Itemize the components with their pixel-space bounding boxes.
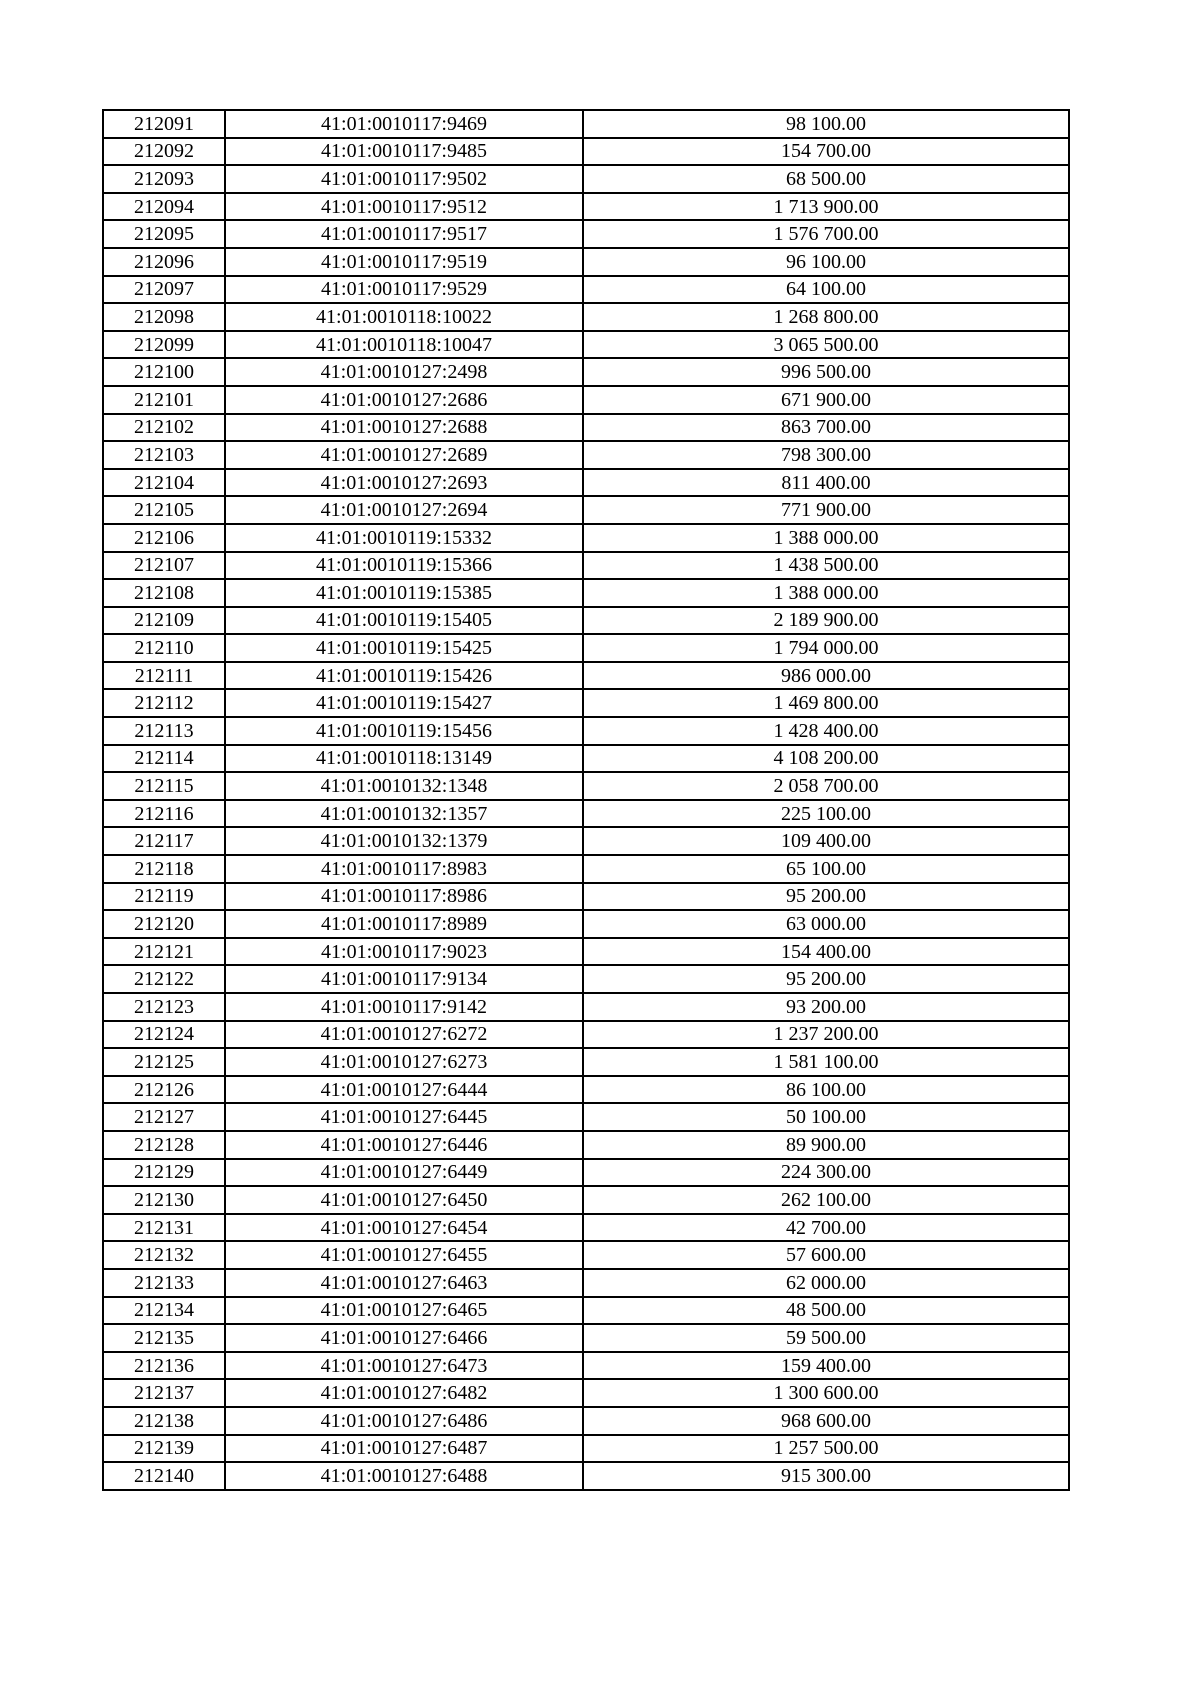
cadastral-value-cell: 154 400.00	[583, 938, 1069, 966]
row-number-cell: 212127	[103, 1103, 225, 1131]
row-number-cell: 212113	[103, 717, 225, 745]
table-row	[103, 1186, 1069, 1214]
cadastral-number-cell: 41:01:0010127:6272	[225, 1021, 583, 1049]
row-number-cell: 212130	[103, 1186, 225, 1214]
cadastral-number-cell: 41:01:0010127:2498	[225, 358, 583, 386]
table-row	[103, 689, 1069, 717]
cadastral-number-cell: 41:01:0010127:2686	[225, 386, 583, 414]
row-number-cell: 212108	[103, 579, 225, 607]
cadastral-number-cell: 41:01:0010127:2694	[225, 496, 583, 524]
cadastral-number-cell: 41:01:0010127:2688	[225, 414, 583, 442]
row-number-cell: 212139	[103, 1435, 225, 1463]
row-number-cell: 212129	[103, 1159, 225, 1187]
table-row	[103, 441, 1069, 469]
row-number-cell: 212135	[103, 1324, 225, 1352]
row-number-cell: 212109	[103, 607, 225, 635]
cadastral-value-cell: 968 600.00	[583, 1407, 1069, 1435]
row-number-cell: 212094	[103, 193, 225, 221]
cadastral-value-cell: 95 200.00	[583, 883, 1069, 911]
cadastral-number-cell: 41:01:0010119:15456	[225, 717, 583, 745]
cadastral-value-cell: 986 000.00	[583, 662, 1069, 690]
table-row	[103, 552, 1069, 580]
row-number-cell: 212126	[103, 1076, 225, 1104]
cadastral-value-cell: 1 428 400.00	[583, 717, 1069, 745]
cadastral-number-cell: 41:01:0010117:9512	[225, 193, 583, 221]
cadastral-number-cell: 41:01:0010117:9485	[225, 138, 583, 166]
table-row	[103, 138, 1069, 166]
table-row	[103, 331, 1069, 359]
table-row	[103, 965, 1069, 993]
row-number-cell: 212125	[103, 1048, 225, 1076]
table-row	[103, 883, 1069, 911]
table-row	[103, 1214, 1069, 1242]
cadastral-value-cell: 1 576 700.00	[583, 220, 1069, 248]
cadastral-value-cell: 50 100.00	[583, 1103, 1069, 1131]
table-row	[103, 607, 1069, 635]
table-row	[103, 910, 1069, 938]
table-row	[103, 772, 1069, 800]
cadastral-value-cell: 1 268 800.00	[583, 303, 1069, 331]
table-row	[103, 1297, 1069, 1325]
row-number-cell: 212102	[103, 414, 225, 442]
cadastral-number-cell: 41:01:0010127:6473	[225, 1352, 583, 1380]
table-row	[103, 579, 1069, 607]
cadastral-value-cell: 671 900.00	[583, 386, 1069, 414]
row-number-cell: 212093	[103, 165, 225, 193]
table-row	[103, 1407, 1069, 1435]
table-row	[103, 110, 1069, 138]
row-number-cell: 212101	[103, 386, 225, 414]
table-row	[103, 634, 1069, 662]
table-row	[103, 524, 1069, 552]
cadastral-number-cell: 41:01:0010119:15425	[225, 634, 583, 662]
cadastral-number-cell: 41:01:0010127:2689	[225, 441, 583, 469]
cadastral-value-cell: 1 581 100.00	[583, 1048, 1069, 1076]
cadastral-value-cell: 1 438 500.00	[583, 552, 1069, 580]
cadastral-number-cell: 41:01:0010127:6463	[225, 1269, 583, 1297]
cadastral-value-cell: 2 189 900.00	[583, 607, 1069, 635]
table-row	[103, 248, 1069, 276]
cadastral-number-cell: 41:01:0010117:9142	[225, 993, 583, 1021]
cadastral-value-cell: 57 600.00	[583, 1241, 1069, 1269]
cadastral-number-cell: 41:01:0010117:9519	[225, 248, 583, 276]
cadastral-value-cell: 96 100.00	[583, 248, 1069, 276]
cadastral-number-cell: 41:01:0010132:1379	[225, 827, 583, 855]
cadastral-value-cell: 59 500.00	[583, 1324, 1069, 1352]
table-row	[103, 827, 1069, 855]
cadastral-number-cell: 41:01:0010127:6445	[225, 1103, 583, 1131]
row-number-cell: 212131	[103, 1214, 225, 1242]
cadastral-value-cell: 63 000.00	[583, 910, 1069, 938]
table-body	[103, 110, 1069, 1490]
cadastral-value-cell: 863 700.00	[583, 414, 1069, 442]
cadastral-number-cell: 41:01:0010119:15426	[225, 662, 583, 690]
cadastral-value-cell: 64 100.00	[583, 276, 1069, 304]
row-number-cell: 212104	[103, 469, 225, 497]
row-number-cell: 212124	[103, 1021, 225, 1049]
cadastral-number-cell: 41:01:0010117:8986	[225, 883, 583, 911]
cadastral-value-cell: 89 900.00	[583, 1131, 1069, 1159]
cadastral-number-cell: 41:01:0010117:9023	[225, 938, 583, 966]
row-number-cell: 212117	[103, 827, 225, 855]
table-row	[103, 662, 1069, 690]
table-row	[103, 1076, 1069, 1104]
cadastral-value-cell: 1 388 000.00	[583, 524, 1069, 552]
cadastral-value-cell: 1 388 000.00	[583, 579, 1069, 607]
table-row	[103, 1435, 1069, 1463]
cadastral-number-cell: 41:01:0010117:8983	[225, 855, 583, 883]
cadastral-value-cell: 224 300.00	[583, 1159, 1069, 1187]
cadastral-value-cell: 159 400.00	[583, 1352, 1069, 1380]
table-row	[103, 1324, 1069, 1352]
table-row	[103, 938, 1069, 966]
cadastral-number-cell: 41:01:0010117:9134	[225, 965, 583, 993]
table-row	[103, 220, 1069, 248]
table-row	[103, 1021, 1069, 1049]
row-number-cell: 212120	[103, 910, 225, 938]
cadastral-number-cell: 41:01:0010118:10047	[225, 331, 583, 359]
table-row	[103, 193, 1069, 221]
cadastral-value-cell: 95 200.00	[583, 965, 1069, 993]
cadastral-number-cell: 41:01:0010127:6454	[225, 1214, 583, 1242]
cadastral-value-cell: 798 300.00	[583, 441, 1069, 469]
row-number-cell: 212115	[103, 772, 225, 800]
row-number-cell: 212136	[103, 1352, 225, 1380]
row-number-cell: 212103	[103, 441, 225, 469]
cadastral-value-cell: 915 300.00	[583, 1462, 1069, 1490]
row-number-cell: 212112	[103, 689, 225, 717]
cadastral-number-cell: 41:01:0010119:15427	[225, 689, 583, 717]
cadastral-value-cell: 42 700.00	[583, 1214, 1069, 1242]
cadastral-number-cell: 41:01:0010127:6486	[225, 1407, 583, 1435]
cadastral-number-cell: 41:01:0010119:15366	[225, 552, 583, 580]
table-row	[103, 303, 1069, 331]
table-row	[103, 1269, 1069, 1297]
cadastral-value-cell: 4 108 200.00	[583, 745, 1069, 773]
cadastral-value-cell: 86 100.00	[583, 1076, 1069, 1104]
cadastral-value-cell: 262 100.00	[583, 1186, 1069, 1214]
table-row	[103, 1103, 1069, 1131]
row-number-cell: 212123	[103, 993, 225, 1021]
cadastral-value-table	[102, 109, 1070, 1491]
cadastral-value-cell: 1 794 000.00	[583, 634, 1069, 662]
row-number-cell: 212119	[103, 883, 225, 911]
cadastral-number-cell: 41:01:0010127:6465	[225, 1297, 583, 1325]
table-row	[103, 1352, 1069, 1380]
cadastral-number-cell: 41:01:0010117:9502	[225, 165, 583, 193]
row-number-cell: 212133	[103, 1269, 225, 1297]
cadastral-number-cell: 41:01:0010127:6446	[225, 1131, 583, 1159]
table-row	[103, 1131, 1069, 1159]
table-row	[103, 1241, 1069, 1269]
table-row	[103, 496, 1069, 524]
cadastral-number-cell: 41:01:0010127:6488	[225, 1462, 583, 1490]
cadastral-number-cell: 41:01:0010117:9529	[225, 276, 583, 304]
row-number-cell: 212097	[103, 276, 225, 304]
table-row	[103, 358, 1069, 386]
cadastral-value-cell: 996 500.00	[583, 358, 1069, 386]
cadastral-number-cell: 41:01:0010127:6449	[225, 1159, 583, 1187]
table-row	[103, 165, 1069, 193]
cadastral-number-cell: 41:01:0010118:13149	[225, 745, 583, 773]
table-row	[103, 414, 1069, 442]
cadastral-number-cell: 41:01:0010132:1357	[225, 800, 583, 828]
row-number-cell: 212095	[103, 220, 225, 248]
cadastral-value-cell: 48 500.00	[583, 1297, 1069, 1325]
row-number-cell: 212110	[103, 634, 225, 662]
row-number-cell: 212098	[103, 303, 225, 331]
cadastral-value-cell: 65 100.00	[583, 855, 1069, 883]
cadastral-number-cell: 41:01:0010117:8989	[225, 910, 583, 938]
row-number-cell: 212137	[103, 1379, 225, 1407]
row-number-cell: 212122	[103, 965, 225, 993]
table-row	[103, 469, 1069, 497]
row-number-cell: 212099	[103, 331, 225, 359]
cadastral-value-cell: 62 000.00	[583, 1269, 1069, 1297]
cadastral-number-cell: 41:01:0010127:2693	[225, 469, 583, 497]
row-number-cell: 212128	[103, 1131, 225, 1159]
row-number-cell: 212138	[103, 1407, 225, 1435]
cadastral-value-cell: 771 900.00	[583, 496, 1069, 524]
cadastral-value-cell: 98 100.00	[583, 110, 1069, 138]
cadastral-value-cell: 1 713 900.00	[583, 193, 1069, 221]
table-row	[103, 855, 1069, 883]
cadastral-number-cell: 41:01:0010127:6444	[225, 1076, 583, 1104]
cadastral-number-cell: 41:01:0010119:15332	[225, 524, 583, 552]
row-number-cell: 212105	[103, 496, 225, 524]
table-row	[103, 1048, 1069, 1076]
cadastral-value-cell: 154 700.00	[583, 138, 1069, 166]
cadastral-value-cell: 811 400.00	[583, 469, 1069, 497]
cadastral-number-cell: 41:01:0010127:6466	[225, 1324, 583, 1352]
row-number-cell: 212121	[103, 938, 225, 966]
table-row	[103, 1379, 1069, 1407]
cadastral-value-cell: 1 257 500.00	[583, 1435, 1069, 1463]
row-number-cell: 212140	[103, 1462, 225, 1490]
cadastral-number-cell: 41:01:0010119:15405	[225, 607, 583, 635]
cadastral-value-cell: 93 200.00	[583, 993, 1069, 1021]
cadastral-number-cell: 41:01:0010117:9469	[225, 110, 583, 138]
row-number-cell: 212106	[103, 524, 225, 552]
cadastral-value-cell: 3 065 500.00	[583, 331, 1069, 359]
cadastral-value-cell: 68 500.00	[583, 165, 1069, 193]
cadastral-number-cell: 41:01:0010127:6487	[225, 1435, 583, 1463]
cadastral-number-cell: 41:01:0010118:10022	[225, 303, 583, 331]
row-number-cell: 212091	[103, 110, 225, 138]
row-number-cell: 212100	[103, 358, 225, 386]
cadastral-number-cell: 41:01:0010127:6455	[225, 1241, 583, 1269]
cadastral-number-cell: 41:01:0010127:6482	[225, 1379, 583, 1407]
row-number-cell: 212134	[103, 1297, 225, 1325]
row-number-cell: 212096	[103, 248, 225, 276]
cadastral-value-cell: 109 400.00	[583, 827, 1069, 855]
cadastral-value-cell: 1 469 800.00	[583, 689, 1069, 717]
cadastral-number-cell: 41:01:0010127:6273	[225, 1048, 583, 1076]
row-number-cell: 212107	[103, 552, 225, 580]
table-row	[103, 386, 1069, 414]
row-number-cell: 212092	[103, 138, 225, 166]
cadastral-number-cell: 41:01:0010132:1348	[225, 772, 583, 800]
cadastral-value-cell: 1 300 600.00	[583, 1379, 1069, 1407]
table-row	[103, 993, 1069, 1021]
cadastral-number-cell: 41:01:0010127:6450	[225, 1186, 583, 1214]
row-number-cell: 212116	[103, 800, 225, 828]
table-row	[103, 800, 1069, 828]
row-number-cell: 212132	[103, 1241, 225, 1269]
row-number-cell: 212111	[103, 662, 225, 690]
cadastral-value-cell: 2 058 700.00	[583, 772, 1069, 800]
table-row	[103, 1462, 1069, 1490]
table-row	[103, 717, 1069, 745]
table-row	[103, 1159, 1069, 1187]
cadastral-number-cell: 41:01:0010119:15385	[225, 579, 583, 607]
table-row	[103, 276, 1069, 304]
row-number-cell: 212118	[103, 855, 225, 883]
table-row	[103, 745, 1069, 773]
row-number-cell: 212114	[103, 745, 225, 773]
cadastral-value-cell: 1 237 200.00	[583, 1021, 1069, 1049]
cadastral-number-cell: 41:01:0010117:9517	[225, 220, 583, 248]
cadastral-value-cell: 225 100.00	[583, 800, 1069, 828]
